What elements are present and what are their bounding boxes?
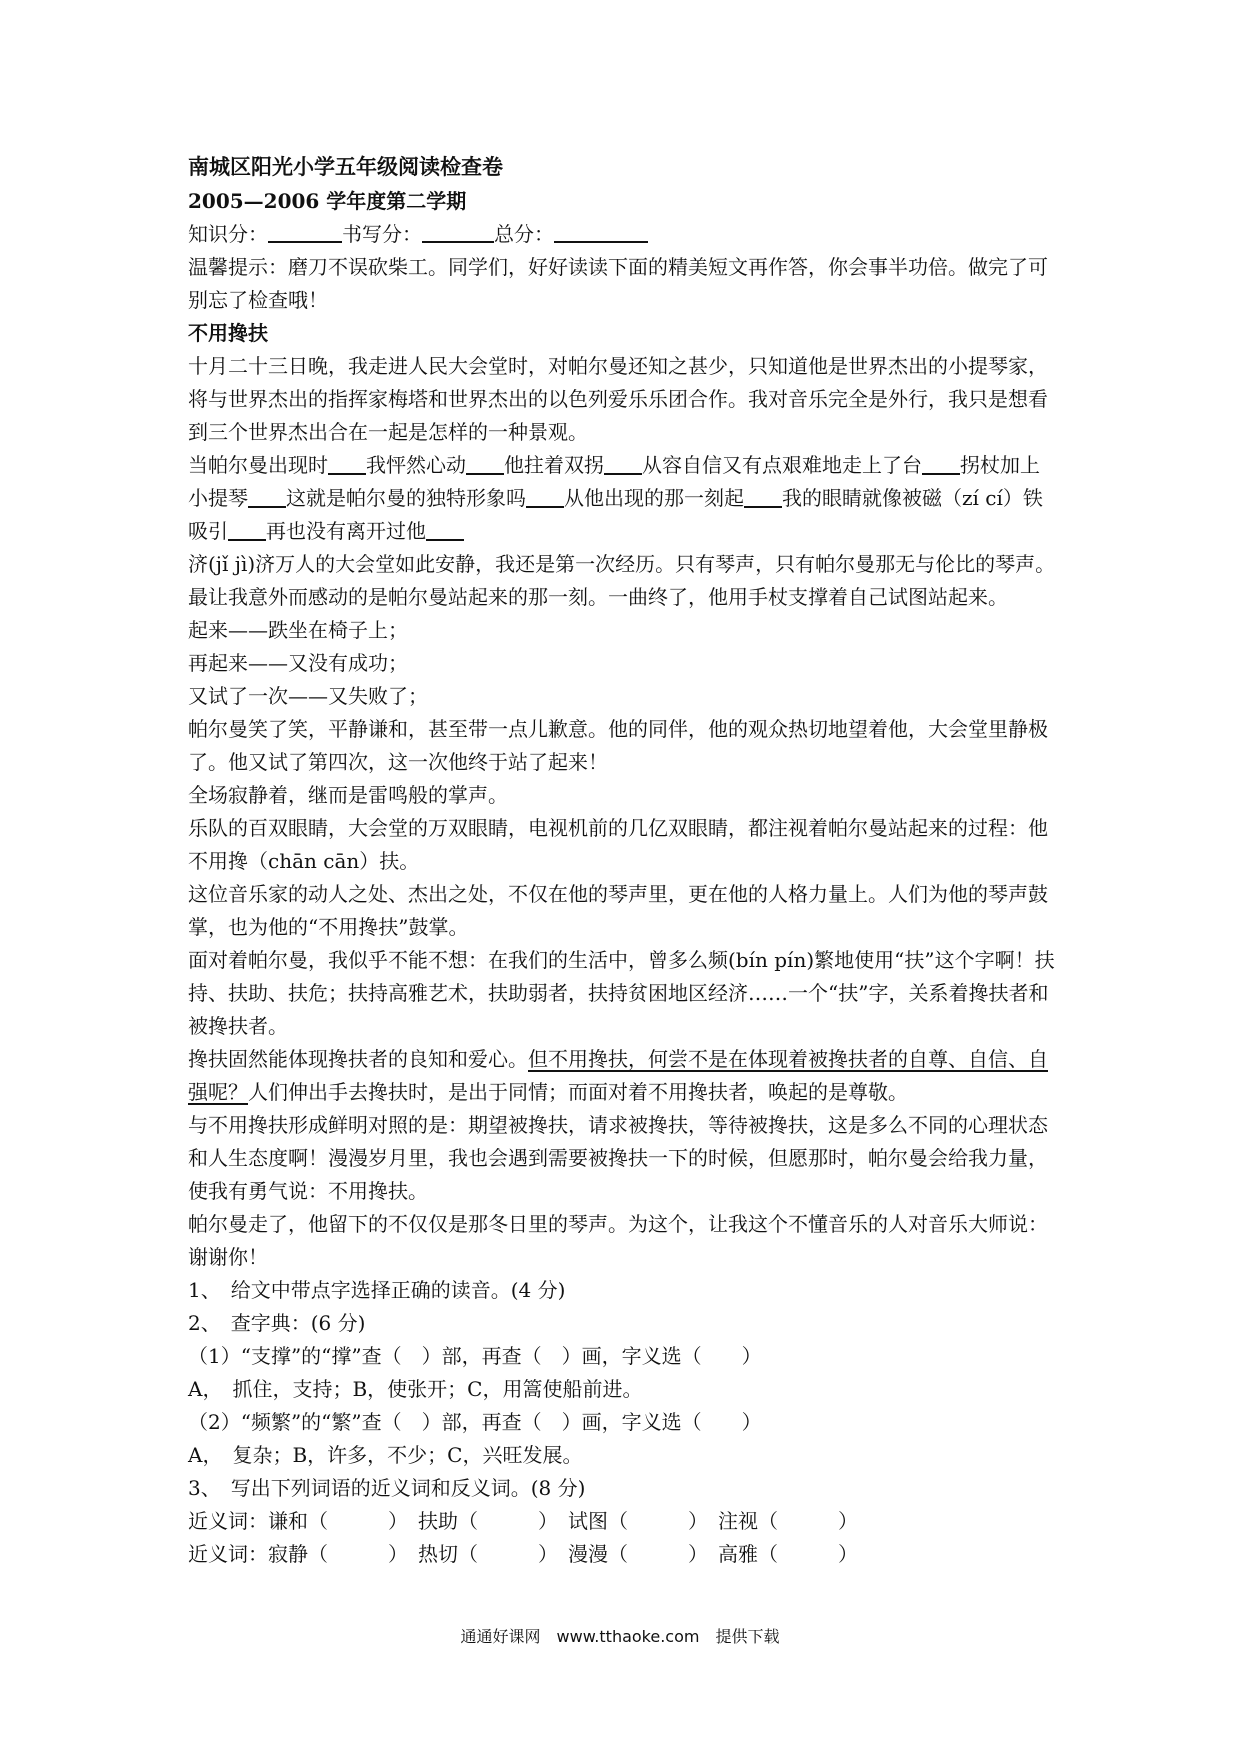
- score-total-label: 总分：: [494, 222, 554, 246]
- punctuation-blank[interactable]: [466, 453, 504, 475]
- text-fragment: 我的眼睛就像被磁（zí cí）铁吸引: [188, 486, 1043, 543]
- punctuation-blank[interactable]: [922, 453, 960, 475]
- article-paragraph-punctuation: [188, 449, 1058, 548]
- question-3-row-2: 近义词：寂静（ ） 热切（ ） 漫漫（ ） 高雅（ ）: [188, 1542, 858, 1566]
- underlined-sentence: 但不用搀扶，何尝不是在体现着被搀扶者的自尊、自信、自强呢？: [188, 1047, 1048, 1104]
- punctuation-blank[interactable]: [248, 486, 286, 508]
- punctuation-blank[interactable]: [426, 519, 464, 541]
- question-2-2-options: A， 复杂；B，许多，不少；C，兴旺发展。: [188, 1443, 583, 1467]
- score-line: [188, 218, 1058, 251]
- article-paragraph: 帕尔曼笑了笑，平静谦和，甚至带一点儿歉意。他的同伴，他的观众热切地望着他，大会堂里静极了。他又试了第四次，这一次他终于站了起来！: [188, 717, 1048, 774]
- score-knowledge-label: 知识分：: [188, 222, 268, 246]
- question-1: 1、 给文中带点字选择正确的读音。(4 分): [188, 1278, 566, 1302]
- article-paragraph: 济(jǐ jì)济万人的大会堂如此安静，我还是第一次经历。只有琴声，只有帕尔曼那无与伦比的琴声。: [188, 552, 1056, 576]
- article-paragraph: 与不用搀扶形成鲜明对照的是：期望被搀扶，请求被搀扶，等待被搀扶，这是多么不同的心理状态和人生态度啊！漫漫岁月里，我也会遇到需要被搀扶一下的时候，但愿那时，帕尔曼会给我力量，使我有勇气说：不用搀扶。: [188, 1113, 1048, 1203]
- score-total-blank[interactable]: [554, 221, 648, 243]
- exam-content: [188, 150, 1058, 1571]
- score-knowledge-blank[interactable]: [268, 221, 342, 243]
- punctuation-blank[interactable]: [526, 486, 564, 508]
- question-3-row-1: 近义词：谦和（ ） 扶助（ ） 试图（ ） 注视（ ）: [188, 1509, 858, 1533]
- exam-term: 2005—2006 学年度第二学期: [188, 189, 467, 213]
- text-fragment: 这就是帕尔曼的独特形象吗: [286, 486, 526, 510]
- text-fragment: 人们伸出手去搀扶时，是出于同情；而面对着不用搀扶者，唤起的是尊敬。: [248, 1080, 908, 1104]
- question-2: 2、 查字典：(6 分): [188, 1311, 366, 1335]
- question-2-1-options: A， 抓住，支持；B，使张开；C，用篙使船前进。: [188, 1377, 643, 1401]
- article-heading: 不用搀扶: [188, 321, 268, 345]
- page-footer: 通通好课网 www.tthaoke.com 提供下载: [460, 1627, 780, 1646]
- text-fragment: 再也没有离开过他: [266, 519, 426, 543]
- article-paragraph: 又试了一次——又失败了；: [188, 684, 428, 708]
- text-fragment: 从容自信又有点艰难地走上了台: [642, 453, 922, 477]
- text-fragment: 我怦然心动: [366, 453, 466, 477]
- text-fragment: 当帕尔曼出现时: [188, 453, 328, 477]
- punctuation-blank[interactable]: [228, 519, 266, 541]
- article-paragraph: 这位音乐家的动人之处、杰出之处，不仅在他的琴声里，更在他的人格力量上。人们为他的琴声鼓掌，也为他的“不用搀扶”鼓掌。: [188, 882, 1048, 939]
- article-paragraph: 面对着帕尔曼，我似乎不能不想：在我们的生活中，曾多么频(bín pín)繁地使用“扶”这个字啊！扶持、扶助、扶危；扶持高雅艺术，扶助弱者，扶持贫困地区经济……一个“扶”字，关系着搀扶者和被搀扶者。: [188, 948, 1055, 1038]
- punctuation-blank[interactable]: [744, 486, 782, 508]
- score-writing-blank[interactable]: [422, 221, 494, 243]
- punctuation-blank[interactable]: [604, 453, 642, 475]
- article-paragraph: 最让我意外而感动的是帕尔曼站起来的那一刻。一曲终了，他用手杖支撑着自己试图站起来。: [188, 585, 1008, 609]
- text-fragment: 他拄着双拐: [504, 453, 604, 477]
- score-writing-label: 书写分：: [342, 222, 422, 246]
- article-paragraph: 帕尔曼走了，他留下的不仅仅是那冬日里的琴声。为这个，让我这个不懂音乐的人对音乐大师说：谢谢你！: [188, 1212, 1048, 1269]
- question-2-2: （2）“频繁”的“繁”查（ ）部，再查（ ）画，字义选（ ）: [188, 1410, 762, 1434]
- article-paragraph: 起来——跌坐在椅子上；: [188, 618, 408, 642]
- tip-text: 温馨提示：磨刀不误砍柴工。同学们，好好读读下面的精美短文再作答，你会事半功倍。做完了可别忘了检查哦！: [188, 255, 1048, 312]
- article-paragraph: 乐队的百双眼睛，大会堂的万双眼睛，电视机前的几亿双眼睛，都注视着帕尔曼站起来的过程：他不用搀（chān cān）扶。: [188, 816, 1048, 873]
- punctuation-blank[interactable]: [328, 453, 366, 475]
- text-fragment: 搀扶固然能体现搀扶者的良知和爱心。: [188, 1047, 528, 1071]
- article-paragraph: 十月二十三日晚，我走进人民大会堂时，对帕尔曼还知之甚少，只知道他是世界杰出的小提琴家，将与世界杰出的指挥家梅塔和世界杰出的以色列爱乐乐团合作。我对音乐完全是外行，我只是想看到三个世界杰出合在一起是怎样的一种景观。: [188, 354, 1048, 444]
- text-fragment: 从他出现的那一刻起: [564, 486, 744, 510]
- question-3: 3、 写出下列词语的近义词和反义词。(8 分): [188, 1476, 586, 1500]
- text-fragment: 拐杖加上小提琴: [188, 453, 1040, 510]
- article-paragraph: 全场寂静着，继而是雷鸣般的掌声。: [188, 783, 508, 807]
- question-2-1: （1）“支撑”的“撑”查（ ）部，再查（ ）画，字义选（ ）: [188, 1344, 762, 1368]
- article-paragraph-underlined: [188, 1043, 1058, 1109]
- article-paragraph: 再起来——又没有成功；: [188, 651, 408, 675]
- exam-title: 南城区阳光小学五年级阅读检查卷: [188, 154, 503, 179]
